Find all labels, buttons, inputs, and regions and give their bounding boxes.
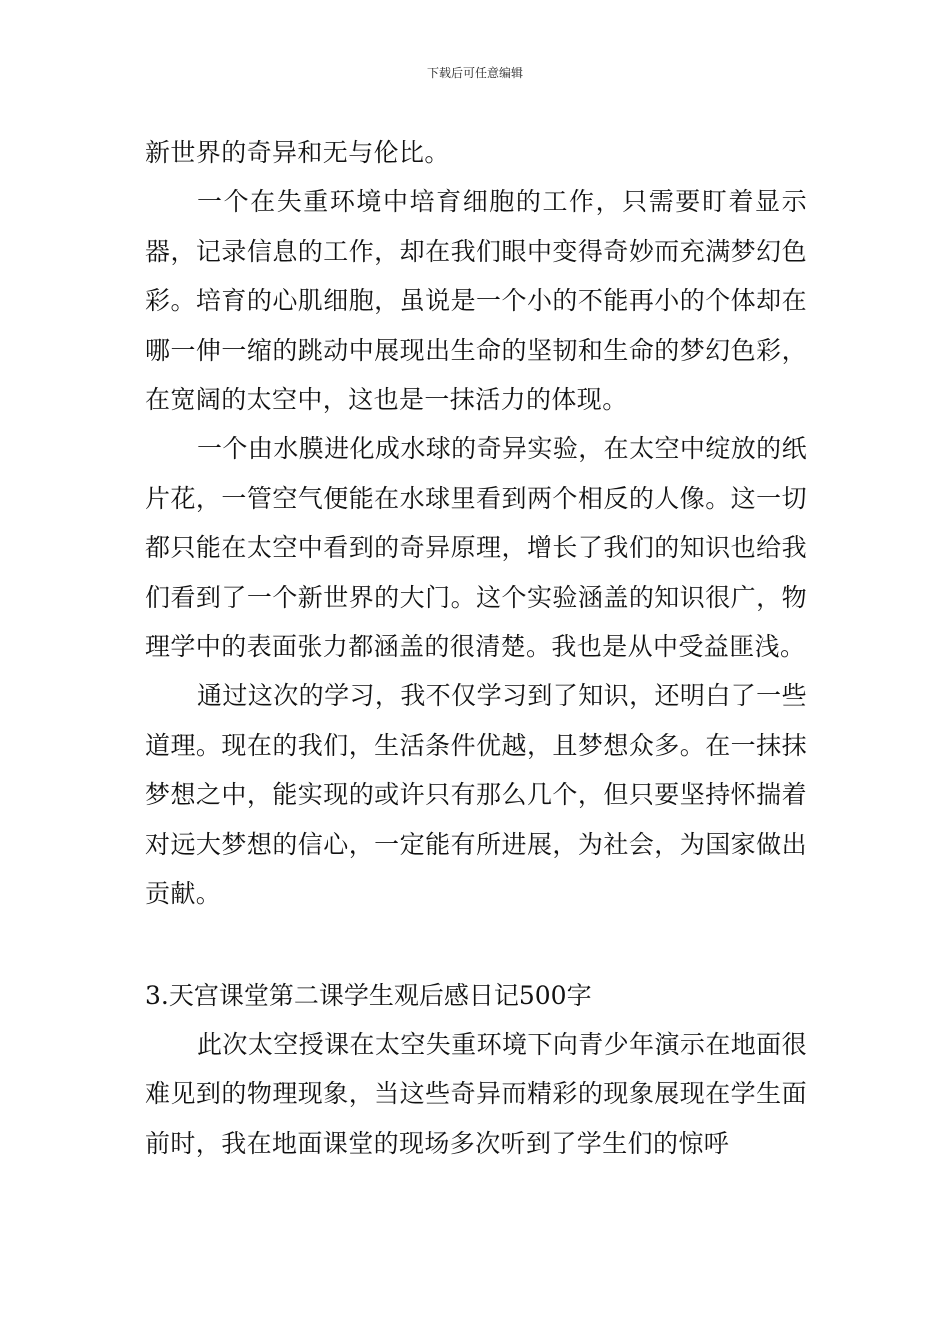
paragraph-water-ball: 一个由水膜进化成水球的奇异实验，在太空中绽放的纸片花，一管空气便能在水球里看到两个相反的人像。这一切都只能在太空中看到的奇异原理，增长了我们的知识也给我们看到了一个新世界的大门。这个实验涵盖的知识很广，物理学中的表面张力都涵盖的很清楚。我也是从中受益匪浅。 (145, 434, 807, 662)
section-heading: 3.天宫课堂第二课学生观后感日记500字 (145, 980, 592, 1010)
page-header: 下载后可任意编辑 (426, 66, 523, 80)
paragraph-conclusion: 通过这次的学习，我不仅学习到了知识，还明白了一些道理。现在的我们，生活条件优越，且梦想众多。在一抹抹梦想之中，能实现的或许只有那么几个，但只要坚持怀揣着对远大梦想的信心，一定能有所进展，为社会，为国家做出贡献。 (145, 681, 807, 909)
paragraph-cell-culture: 一个在失重环境中培育细胞的工作，只需要盯着显示器，记录信息的工作，却在我们眼中变得奇妙而充满梦幻色彩。培育的心肌细胞，虽说是一个小的不能再小的个体却在哪一伸一缩的跳动中展现出生命的坚韧和生命的梦幻色彩，在宽阔的太空中，这也是一抹活力的体现。 (145, 187, 807, 415)
section-paragraph: 此次太空授课在太空失重环境下向青少年演示在地面很难见到的物理现象，当这些奇异而精彩的现象展现在学生面前时，我在地面课堂的现场多次听到了学生们的惊呼 (145, 1029, 807, 1158)
paragraph-continuation: 新世界的奇异和无与伦比。 (145, 138, 450, 167)
document-body (145, 128, 807, 1168)
